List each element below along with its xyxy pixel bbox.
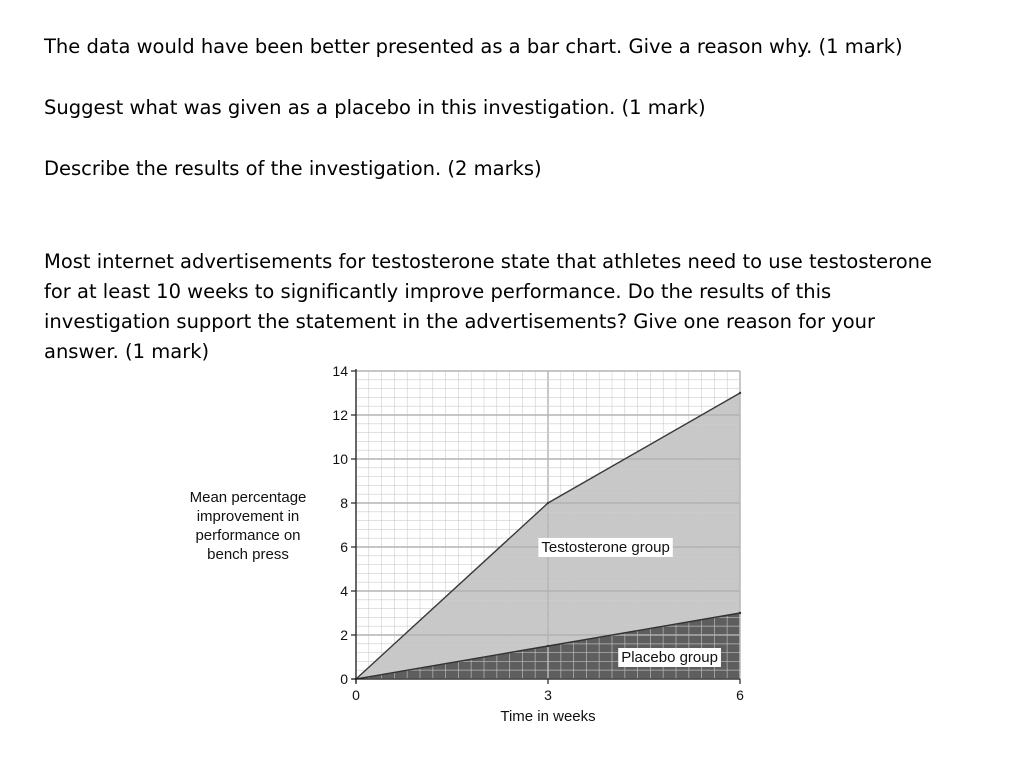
- y-axis-title-line-1: Mean percentage: [189, 489, 307, 506]
- testosterone-series-label: Testosterone group: [541, 539, 670, 556]
- chart-plot-area: [332, 363, 744, 703]
- y-tick-label: 0: [340, 671, 348, 687]
- question-4-line-1: Most internet advertisements for testosterone state that athletes need to use testosterone: [44, 250, 933, 273]
- question-4-line-3: investigation support the statement in the advertisements? Give one reason for your: [44, 310, 876, 333]
- y-axis-title-line-4: bench press: [207, 546, 289, 563]
- x-axis-title: Time in weeks: [500, 708, 596, 725]
- y-tick-label: 4: [340, 583, 348, 599]
- question-4-line-4: answer. (1 mark): [44, 340, 210, 363]
- y-tick-label: 10: [332, 451, 348, 467]
- placebo-series-label: Placebo group: [621, 649, 718, 666]
- placebo-point: [739, 612, 741, 614]
- question-4-line-2: for at least 10 weeks to significantly improve performance. Do the results of this: [44, 280, 832, 303]
- question-1-text: The data would have been better presented as a bar chart. Give a reason why. (1 mark): [44, 35, 903, 58]
- y-tick-label: 12: [332, 407, 348, 423]
- placebo-point: [547, 645, 549, 647]
- question-3-text: Describe the results of the investigation. (2 marks): [44, 157, 542, 180]
- y-tick-label: 8: [340, 495, 348, 511]
- y-axis-title-line-3: performance on: [195, 527, 301, 544]
- testosterone-point: [739, 392, 741, 394]
- testosterone-point: [547, 502, 549, 504]
- x-tick-label: 0: [352, 687, 360, 703]
- question-2-text: Suggest what was given as a placebo in this investigation. (1 mark): [44, 96, 706, 119]
- y-tick-label: 6: [340, 539, 348, 555]
- y-tick-label: 14: [332, 363, 348, 379]
- x-tick-label: 3: [544, 687, 552, 703]
- y-tick-label: 2: [340, 627, 348, 643]
- y-axis-title-line-2: improvement in: [196, 508, 300, 525]
- x-tick-label: 6: [736, 687, 744, 703]
